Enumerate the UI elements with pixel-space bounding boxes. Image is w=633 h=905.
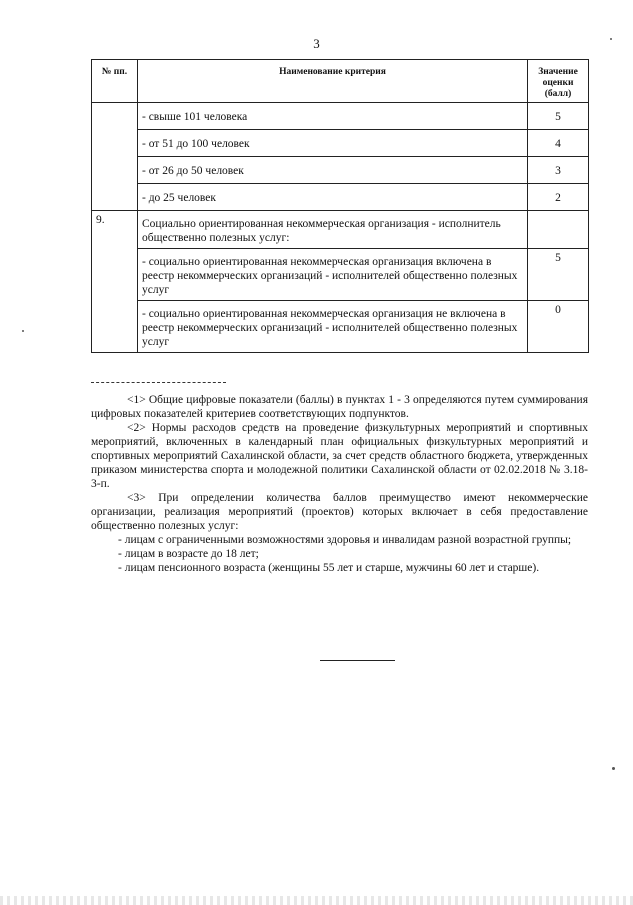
table-row [92,249,589,301]
header-score-line2: оценки [542,78,574,88]
header-score [528,60,589,103]
criteria-table [91,59,589,353]
criterion-name: - социально ориентированная некоммерческая организация включена в реестр некоммерческих организаций - исполнителей общественно полезных услуг [138,249,528,301]
header-score-line3: (балл) [544,89,572,99]
scan-speck [612,767,615,770]
criterion-name: - от 26 до 50 человек [138,157,528,184]
footnote-list [91,393,588,575]
criterion-score: 4 [528,130,589,157]
criterion-score: 5 [528,249,589,301]
row-number: 9. [92,211,138,353]
header-number: № пп. [92,60,138,103]
criterion-score: 2 [528,184,589,211]
criterion-score: 0 [528,301,589,353]
header-criterion-name: Наименование критерия [138,60,528,103]
table-header-row [92,60,589,103]
criterion-score: 5 [528,103,589,130]
footnote-1: <1> Общие цифровые показатели (баллы) в пунктах 1 - 3 определяются путем суммирования цифровых показателей критериев соответствующих подпунктов. [91,394,588,420]
header-score-line1: Значение [538,67,578,77]
criterion-score: 3 [528,157,589,184]
footnote-separator [91,382,226,383]
criterion-name: - социально ориентированная некоммерческая организация не включена в реестр некоммерческих организаций - исполнителей общественно полезных услуг [138,301,528,353]
criterion-name: - от 51 до 100 человек [138,130,528,157]
table-row [92,130,589,157]
footnote-3-item: - лицам с ограниченными возможностями здоровья и инвалидам разной возрастной группы; [118,534,572,546]
end-of-document-line [320,660,395,661]
row-number [92,103,138,211]
footnote-2: <2> Нормы расходов средств на проведение физкультурных мероприятий и спортивных мероприятий, включенных в календарный план официальных физкультурных мероприятий и спортивных мероприятий Сахалинской области, за счет средств областного бюджета, утвержденных приказом министерства спорта и молодежной политики Сахалинской области от 02.02.2018 № 3.18-3-п. [91,422,588,490]
scan-edge-noise [0,896,633,905]
criterion-score [528,211,589,249]
footnote-3: <3> При определении количества баллов преимущество имеют некоммерческие организации, реализация мероприятий (проектов) которых включает в себя предоставление общественно полезных услуг: [91,492,588,532]
page-number: 3 [313,36,320,51]
criterion-name: - свыше 101 человека [138,103,528,130]
table-row [92,211,589,249]
table-row [92,157,589,184]
scan-speck [22,330,24,332]
criterion-name: - до 25 человек [138,184,528,211]
criterion-name: Социально ориентированная некоммерческая организация - исполнитель общественно полезных услуг: [138,211,528,249]
scan-speck [610,38,612,40]
footnote-3-item: - лицам пенсионного возраста (женщины 55 лет и старше, мужчины 60 лет и старше). [118,562,540,574]
table-row [92,103,589,130]
table-row [92,184,589,211]
footnotes [91,382,588,575]
table-row [92,301,589,353]
footnote-3-item: - лицам в возрасте до 18 лет; [118,548,259,560]
